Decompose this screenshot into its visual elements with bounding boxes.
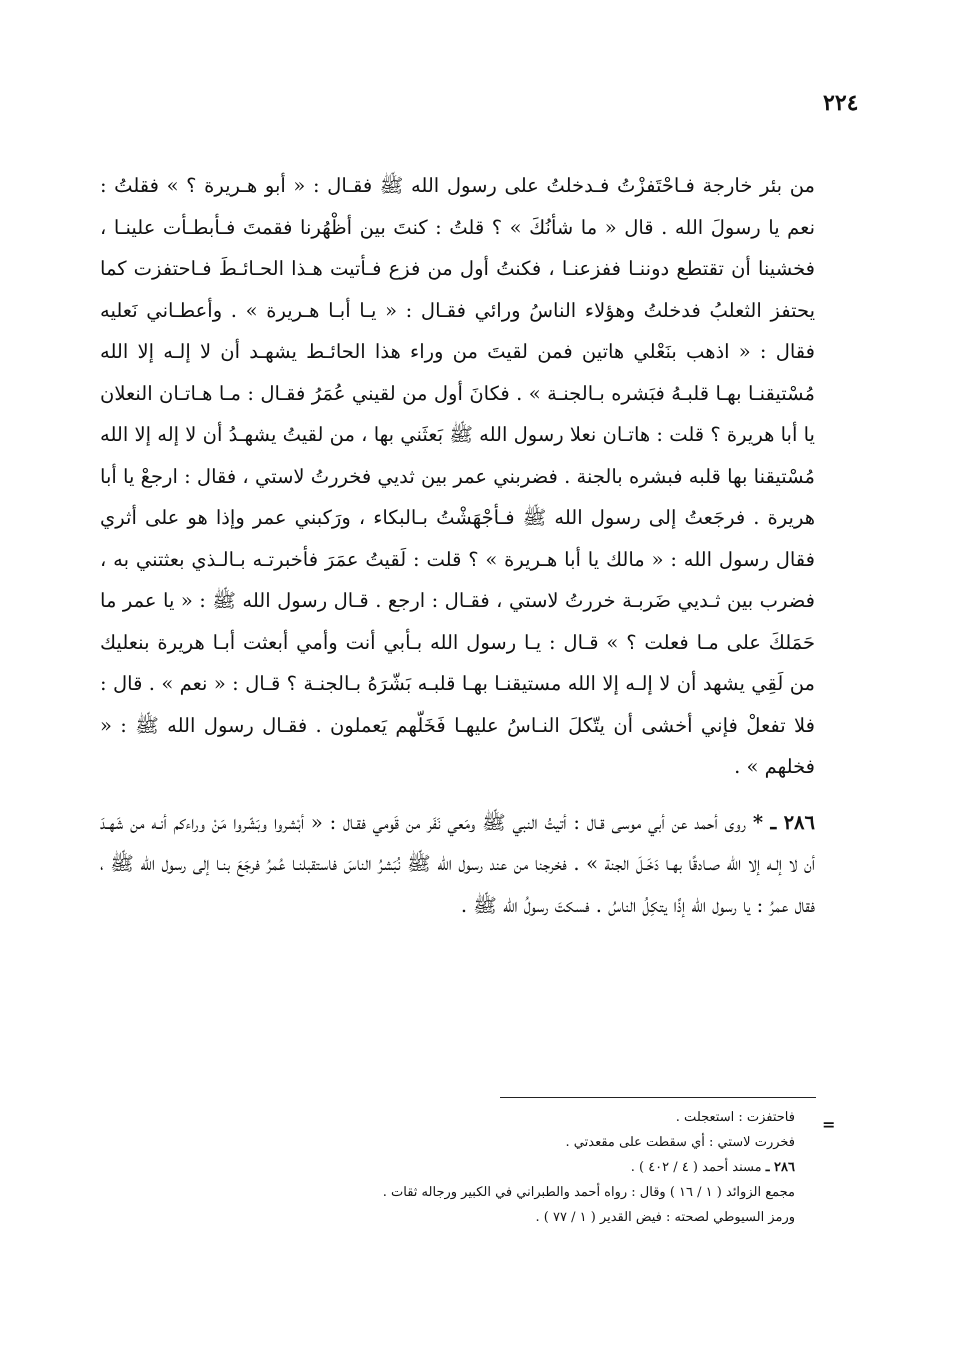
footnote-divider bbox=[500, 1097, 816, 1098]
footnote-item: مجمع الزوائد ( ١ / ١٦ ) وقال : رواه أحمد والطبراني في الكبير ورجاله ثقات . bbox=[382, 1185, 795, 1200]
footnote-ref-source: مسند أحمد ( ٤ / ٤٠٢ ) . bbox=[630, 1160, 762, 1175]
footnote-continuation-mark: = bbox=[822, 1115, 836, 1134]
footnotes bbox=[300, 1110, 795, 1235]
footnote-item: فاحتفزت : استعجلت . bbox=[675, 1110, 795, 1125]
footnote-item: فخررت لاستي : أي سقطت على مقعدتي . bbox=[565, 1135, 795, 1150]
main-text bbox=[100, 165, 815, 926]
footnote-item: ورمز السيوطي لصحته : فيض القدير ( ١ / ٧٧ ) . bbox=[535, 1210, 795, 1225]
paragraph-hadith-286 bbox=[100, 802, 815, 927]
footnote-reference bbox=[300, 1160, 795, 1176]
paragraph-hadith-continuation: من بئر خارجة فـاحْتَفزْتُ فـدخلتُ على رسول الله ﷺ فقـال : « أبو هـريرة ؟ » فقلتُ : نعم يا رسولَ الله . قال « ما شأنُكَ » ؟ قلتُ : كنتَ بين أظْهُرنا فقمتَ فـأبطـأت علينـا ، فخشينا أن تقتطع دوننـا ففزعنـا ، فكنتُ أول من فزع فـأتيت هـذا الحـائـطَ فـاحتفزت كما يحتفز الثعلبُ فدخلتُ وهؤلاء الناسُ ورائي فقـال : « يـا أبـا هـريرة » . وأعطـاني نَعليه فقال : « اذهب بنَعْلي هاتين فمن لقيتَ من وراء هذا الحائـط يشهـد أن لا إلـه إلا الله مُسْتيقنـا بهـا قلبـهُ فبَشره بـالجنـة » . فكانَ أول من لقيني عُمَرُ فقـال : مـا هـاتـان النعلان يا أبا هريرة ؟ قلت : هاتـان نعلا رسول الله ﷺ بَعثَني بها ، من لقيتُ يشهـدُ أن لا إله إلا الله مُسْتيقنا بها قلبه فبشره بالجنة . فضربني عمر بين ثديي فخررتُ لاستي ، فقال : ارجعْ يا أبا هريرة . فرجَعتُ إلى رسول الله ﷺ فـأجْهَشْتُ بـالبكاء ، ورَكبني عمر وإذا هو على أثري فقال رسول الله : « مالك يا أبا هـريرة » ؟ قلت : لَقيتُ عمَرَ فأخبرتـه بـالـذي بعثتني به ، فضرب بين ثـديي ضَربـة خررتُ لاستي ، فقـال : ارجع . قـال رسول الله ﷺ : « يا عمر ما حَمَلكَ على مـا فعلت ؟ » قـال : يـا رسول الله بـأبي أنت وأمي أبعثت أبـا هريرة بنعليك من لَقِي يشهد أن لا إلـه إلا الله مستيقنـا بهـا قلبـه بَشّرَهُ بـالجنـة ؟ قـال : « نعم » . قال : فلا تفعلْ فإني أخشى أن يتّكلَ النـاسُ عليهـا فَخَلّهم يَعملون . فقـال رسول الله ﷺ : « فخلهم » . bbox=[100, 174, 815, 778]
hadith-text: روى أحمد عن أبي موسى قـال : أتيتُ النبي ﷺ ومَعي نَفَر من قَومي فقـال : « أبْشروا وبَشّروا مَنْ وراءكم أنـه من شَهـدَ أن لا إلـه إلا الله صـادقًا بهـا دَخَـلَ الجنة » . فخرجنا من عند رسول الله ﷺ نُبَشرُ الناسَ فاستقبلنـا عُمرُ فرجَعَ بنـا إلى رسول الله ﷺ ، فقال عمرُ : يا رسول الله إذًا يتكِلُ الناسُ . فسكتَ رسولُ الله ﷺ . bbox=[100, 810, 815, 917]
hadith-number: ٢٨٦ ـ * bbox=[752, 810, 815, 834]
footnote-ref-number: ٢٨٦ ـ bbox=[765, 1160, 795, 1175]
page-number: ٢٢٤ bbox=[823, 90, 859, 116]
